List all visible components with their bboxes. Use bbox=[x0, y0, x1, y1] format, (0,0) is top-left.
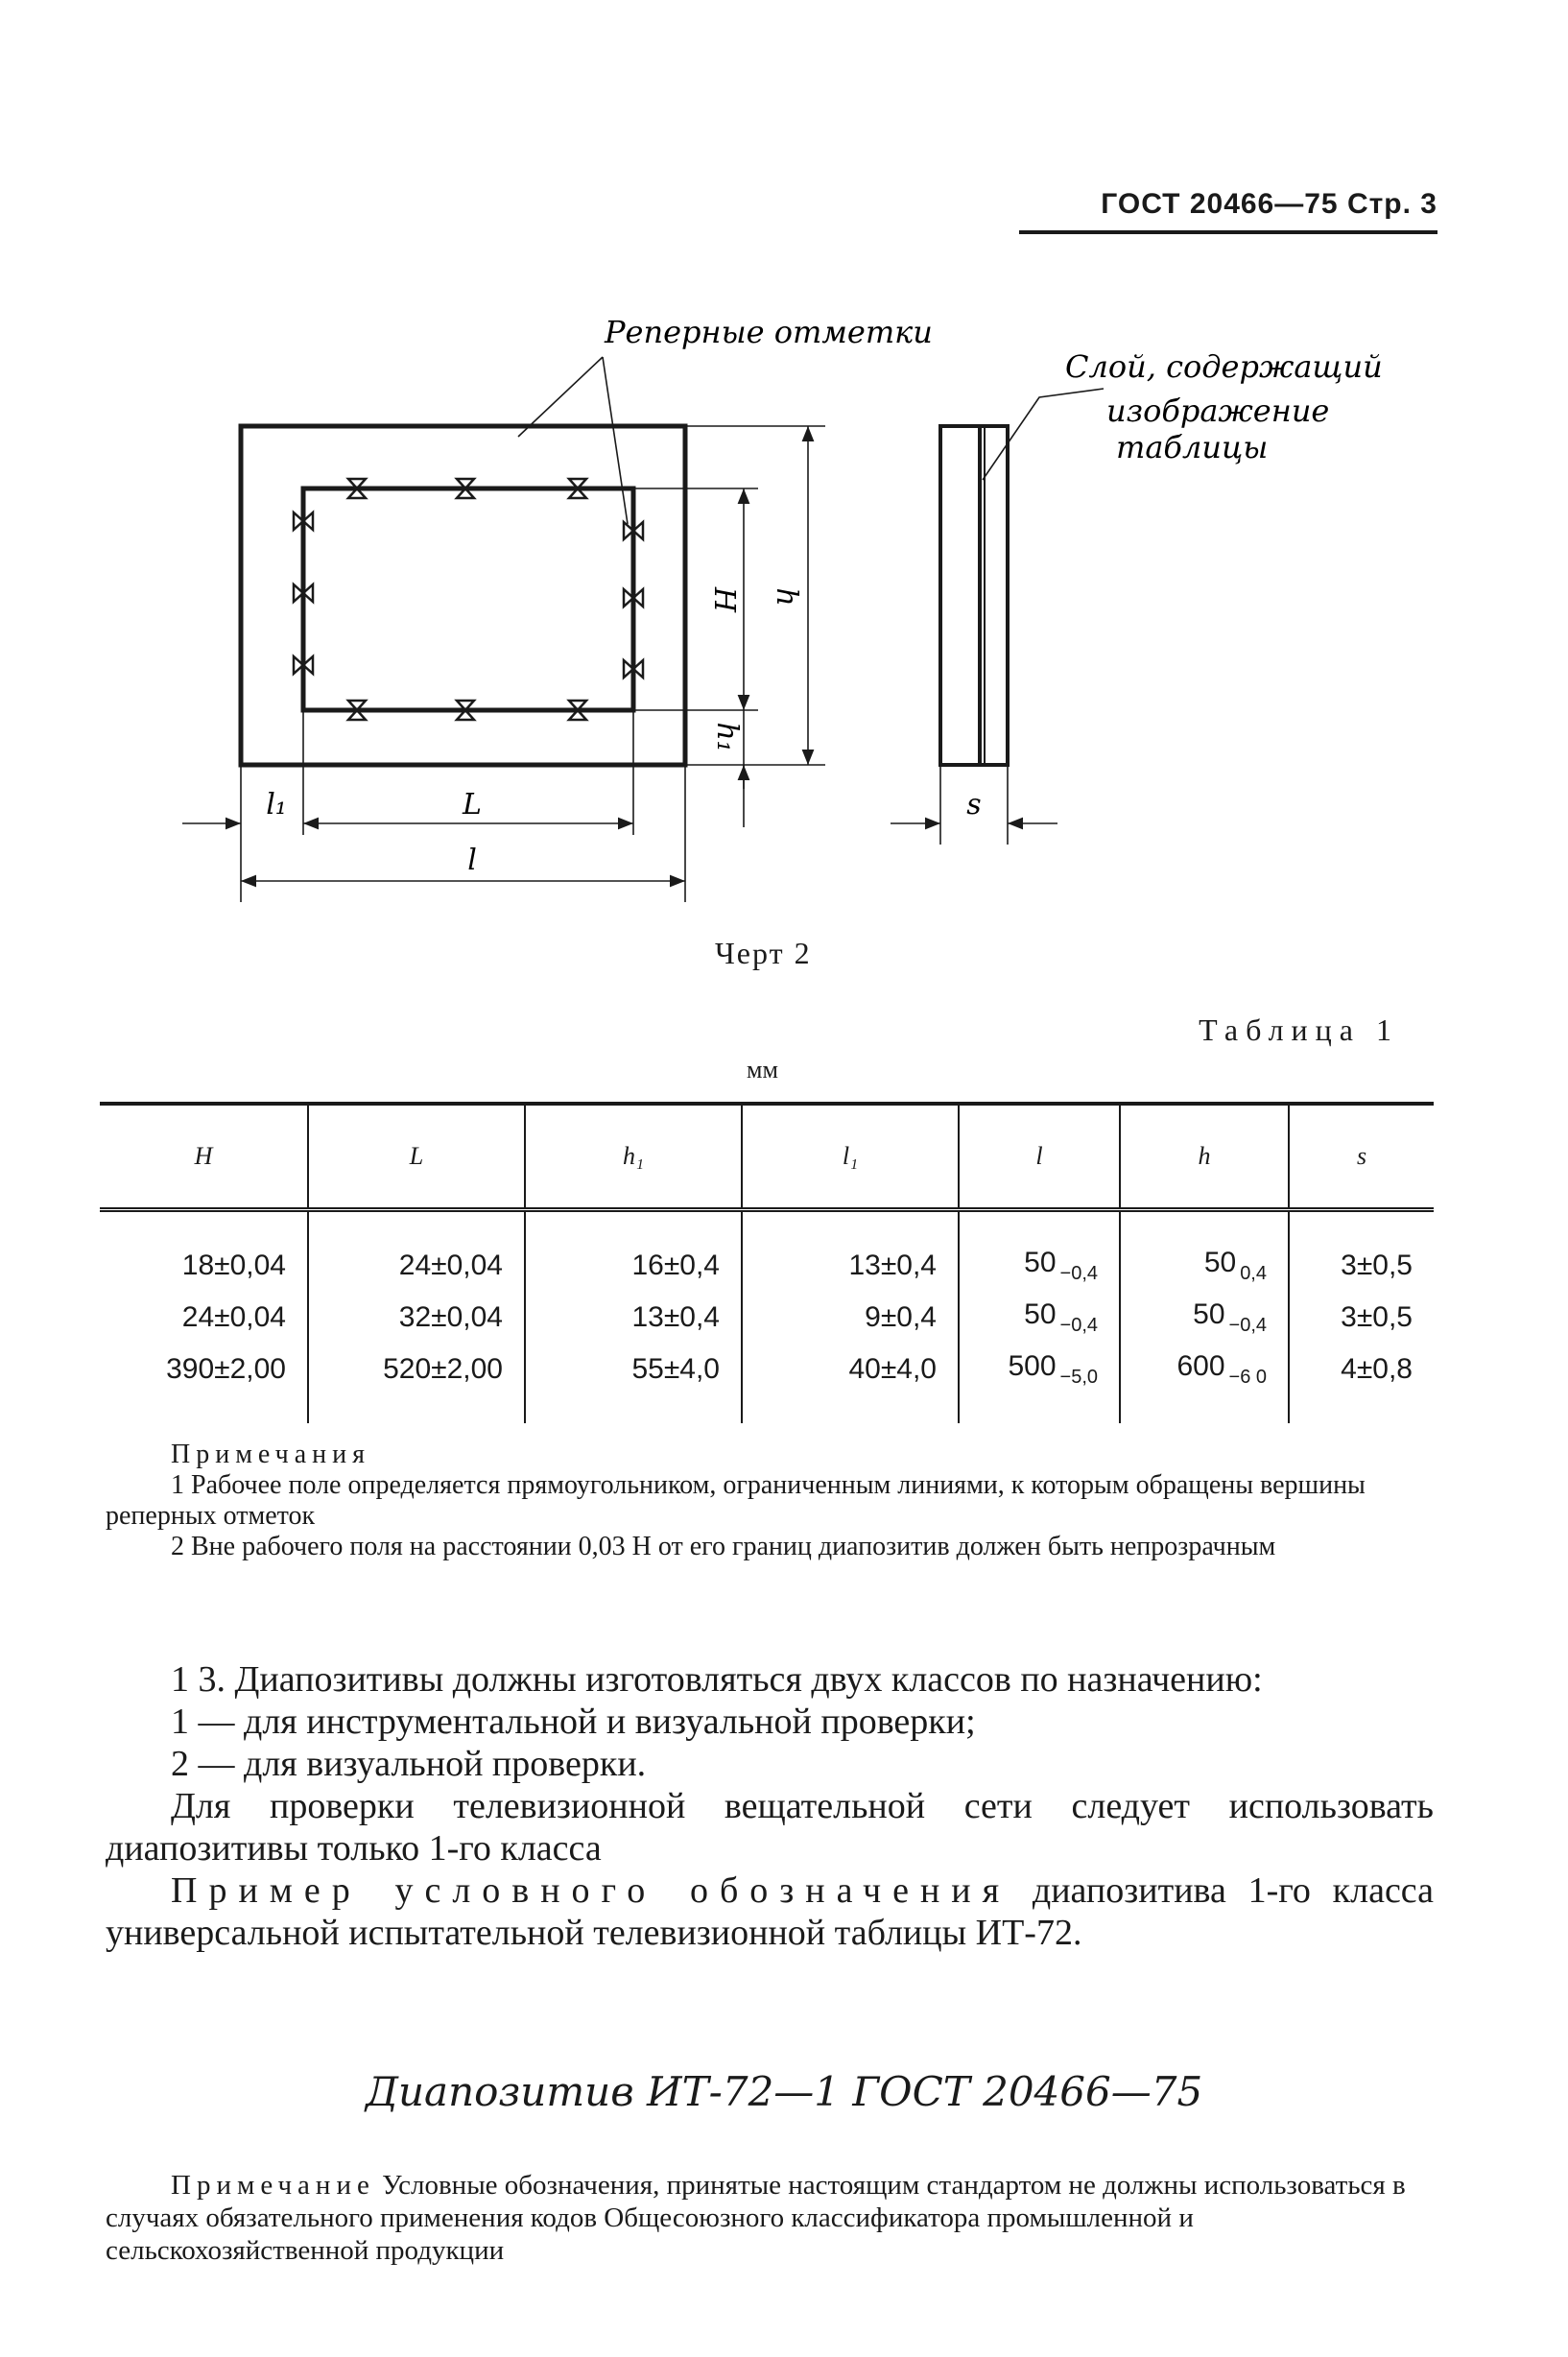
footnote-text bbox=[106, 2169, 1436, 2267]
col-header-h1: h₁ bbox=[525, 1104, 742, 1210]
section-1-3 bbox=[106, 1658, 1434, 1954]
col-header-s: s bbox=[1289, 1104, 1434, 1210]
note-1: 1 Рабочее поле определяется прямоугольником, ограниченным линиями, к которым обращены вершины реперных отметок bbox=[106, 1470, 1366, 1531]
cell-h: 50 $_{-0,4}$ bbox=[1120, 1292, 1289, 1344]
paragraph-example bbox=[106, 1869, 1434, 1954]
example-lead: Пример условного обозначения bbox=[171, 1870, 1011, 1911]
reference-marks bbox=[294, 479, 643, 720]
table-notes bbox=[106, 1440, 1439, 1562]
cell-L: 520±2,00 bbox=[308, 1344, 525, 1423]
label-layer-line2: изображение bbox=[1106, 393, 1330, 429]
table-row bbox=[100, 1292, 1434, 1344]
paragraph-class-1: 1 — для инструментальной и визуальной проверки; bbox=[171, 1702, 976, 1742]
col-header-h: h bbox=[1120, 1104, 1289, 1210]
cell-h: 600 $_{-6 0}$ bbox=[1120, 1344, 1289, 1423]
cell-H: 18±0,04 bbox=[181, 1250, 286, 1281]
dim-label-L: L bbox=[463, 788, 482, 821]
footnote-body: Условные обозначения, принятые настоящим стандартом не должны использоваться в случаях обязательного применения кодов Общесоюзного классификатора промышленной и сельскохозяйственной продукции bbox=[106, 2170, 1406, 2266]
header-rule bbox=[1019, 230, 1437, 234]
table-units: мм bbox=[747, 1056, 778, 1083]
dim-label-l1: l₁ bbox=[266, 788, 287, 821]
table-row bbox=[100, 1344, 1434, 1423]
dim-label-h: h bbox=[770, 587, 803, 607]
cell-h1: 16±0,4 bbox=[525, 1210, 742, 1293]
footnote bbox=[106, 2169, 1436, 2267]
table-header-row bbox=[100, 1104, 1434, 1210]
label-layer-line3: таблицы bbox=[1116, 429, 1269, 465]
cell-L: 24±0,04 bbox=[308, 1210, 525, 1293]
dim-label-s: s bbox=[966, 788, 982, 821]
footnote-lead: Примечание bbox=[171, 2170, 375, 2201]
dim-label-l: l bbox=[467, 844, 477, 877]
cell-s: 3±0,5 bbox=[1289, 1210, 1434, 1293]
figure-caption: Черт 2 bbox=[715, 936, 812, 970]
cell-l: 500 $_{-5,0}$ bbox=[959, 1344, 1120, 1423]
cell-H: 24±0,04 bbox=[181, 1301, 286, 1333]
cell-s: 4±0,8 bbox=[1289, 1344, 1434, 1423]
col-header-H: H bbox=[100, 1104, 308, 1210]
cell-L: 32±0,04 bbox=[308, 1292, 525, 1344]
designation-example: Диапозитив ИТ-72—1 ГОСТ 20466—75 bbox=[365, 2068, 1203, 2115]
plate-side bbox=[940, 426, 1008, 765]
col-header-l1: l₁ bbox=[742, 1104, 959, 1210]
cell-l1: 9±0,4 bbox=[742, 1292, 959, 1344]
cell-h: 50 $_{0,4}$ bbox=[1120, 1210, 1289, 1293]
working-field bbox=[303, 488, 633, 710]
col-header-l: l bbox=[959, 1104, 1120, 1210]
page-header: ГОСТ 20466—75 Стр. 3 bbox=[1101, 188, 1437, 220]
cell-l: 50 $_{-0,4}$ bbox=[959, 1210, 1120, 1293]
paragraph-classes: 1 3. Диапозитивы должны изготовляться двух классов по назначению: bbox=[171, 1659, 1263, 1700]
dimensions-table bbox=[100, 1102, 1434, 1423]
col-header-L: L bbox=[308, 1104, 525, 1210]
cell-l1: 13±0,4 bbox=[742, 1210, 959, 1293]
table-title: Таблица 1 bbox=[1199, 1012, 1399, 1047]
notes-title: Примечания bbox=[171, 1440, 371, 1469]
cell-h1: 55±4,0 bbox=[525, 1344, 742, 1423]
cell-H: 390±2,00 bbox=[166, 1353, 286, 1385]
label-reference-marks: Реперные отметки bbox=[605, 314, 933, 350]
cell-s: 3±0,5 bbox=[1289, 1292, 1434, 1344]
paragraph-network: Для проверки телевизионной вещательной сети следует использовать диапозитивы только 1-го класса bbox=[106, 1786, 1434, 1869]
example-rest: диапозитива 1-го класса универсальной испытательной телевизионной таблицы ИТ-72. bbox=[106, 1870, 1435, 1953]
paragraph-class-2: 2 — для визуальной проверки. bbox=[171, 1744, 647, 1784]
label-layer-line1: Слой, содержащий bbox=[1065, 348, 1383, 385]
table-row bbox=[100, 1210, 1434, 1293]
cell-l1: 40±4,0 bbox=[742, 1344, 959, 1423]
figure-drawing bbox=[0, 288, 1568, 940]
dim-label-h1: h₁ bbox=[710, 722, 744, 752]
note-2: 2 Вне рабочего поля на расстоянии 0,03 H от его границ диапозитив должен быть непрозрачным bbox=[171, 1532, 1276, 1561]
cell-h1: 13±0,4 bbox=[525, 1292, 742, 1344]
dim-label-H: H bbox=[707, 586, 741, 613]
cell-l: 50 $_{-0,4}$ bbox=[959, 1292, 1120, 1344]
